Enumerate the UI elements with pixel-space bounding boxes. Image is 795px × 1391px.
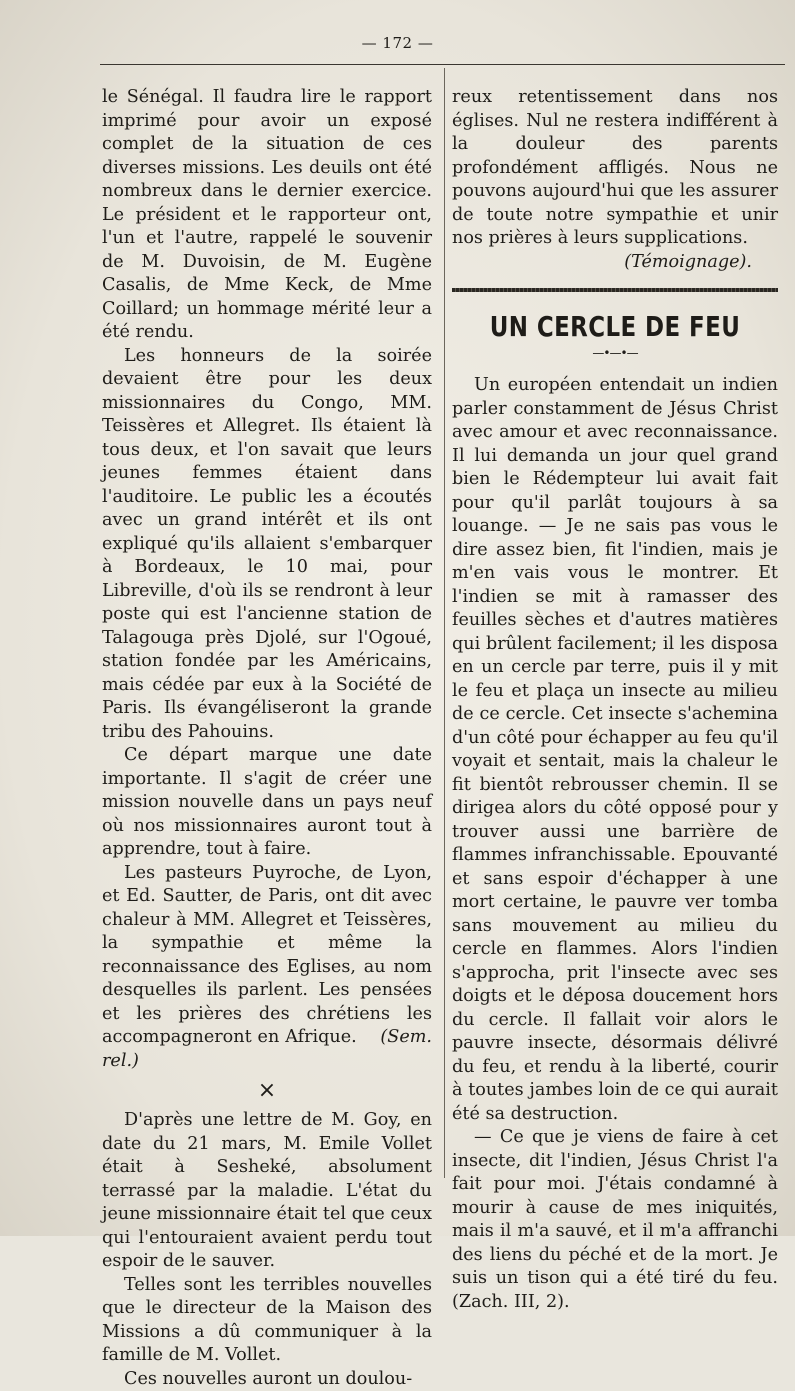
paragraph-news-continued: Ces nouvelles auront un doulou- (102, 1368, 432, 1391)
paragraph-vollet-letter: D'après une lettre de M. Goy, en date du 21 mars, M. Emile Vollet était à Sesheké, absolument terrassé par la maladie. L'état du jeune missionnaire était tel que ceux qui l'entouraient avaient perdu tout espoir de le sauver. (102, 1109, 432, 1274)
source-temoignage: (Témoignage). (452, 251, 778, 275)
paragraph-pastors (102, 862, 432, 1074)
paragraph-congo-missionaries: Les honneurs de la soirée devaient être pour les deux missionnaires du Congo, MM. Teissères et Allegret. Ils étaient là tous deux, et l'on savait que leurs jeunes femmes étaient dans l'auditoire. Le public les a écoutés avec un grand intérêt et ils ont expliqué qu'ils allaient s'embarquer à Bordeaux, le 10 mai, pour Libreville, d'où ils se rendront à leur poste qui est l'ancienne station de Talagouga près Djolé, sur l'Ogoué, station fondée par les Américains, mais cédée par eux à la Société de Paris. Ils évangéliseront la grande tribu des Pahouins. (102, 345, 432, 745)
paragraph-indian-story: Un européen entendait un indien parler constamment de Jésus Christ avec amour et avec reconnaissance. Il lui demanda un jour quel grand bien le Rédempteur lui avait fait pour qu'il parlât toujours à sa louange. — Je ne sais pas vous le dire assez bien, fit l'indien, mais je m'en vais vous le montrer. Et l'indien se mit à ramasser des feuilles sèches et d'autres matières qui brûlent facilement; il les disposa en un cercle par terre, puis il y mit le feu et plaça un insecte au milieu de ce cercle. Cet insecte s'achemina d'un côté pour échapper au feu qu'il voyait et sentait, mais la chaleur le fit bientôt rebrousser chemin. Il se dirigea alors du côté opposé pour y trouver aussi une barrière de flammes infranchissable. Epouvanté et sans espoir d'échapper à une mort certaine, le pauvre ver tomba sans mouvement au milieu du cercle en flammes. Alors l'indien s'approcha, prit l'insecte avec ses doigts et le déposa doucement hors du cercle. Il fallait voir alors le pauvre insecte, désormais délivré du feu, et rendu à la liberté, courir à toutes jambes loin de ce qui aurait été sa destruction. (452, 374, 778, 1126)
paragraph-terrible-news: Telles sont les terribles nouvelles que le directeur de la Maison des Missions a dû communiquer à la famille de M. Vollet. (102, 1274, 432, 1368)
right-column (452, 86, 778, 1314)
headline-ornament: —•—•— (452, 346, 778, 360)
paragraph-departure: Ce départ marque une date importante. Il s'agit de créer une mission nouvelle dans un pays neuf où nos missionnaires auront tout à apprendre, tout à faire. (102, 744, 432, 862)
column-divider (444, 68, 445, 1178)
left-column (102, 86, 432, 1391)
paragraph-senegal: le Sénégal. Il faudra lire le rapport imprimé pour avoir un exposé complet de la situation de ces diverses missions. Les deuils ont été nombreux dans le dernier exercice. Le président et le rapporteur ont, l'un et l'autre, rappelé le souvenir de M. Duvoisin, de M. Eugène Casalis, de Mme Keck, de Mme Coillard; un hommage mérité leur a été rendu. (102, 86, 432, 345)
header-rule (100, 64, 785, 65)
paragraph-indian-moral: — Ce que je viens de faire à cet insecte, dit l'indien, Jésus Christ l'a fait pour moi. J'étais condamné à mourir à cause de mes iniquités, mais il m'a sauvé, et il m'a affranchi des liens du péché et de la mort. Je suis un tison qui a été tiré du feu. (Zach. III, 2). (452, 1126, 778, 1314)
source-sem-rel: (Sem. rel.) (102, 1027, 432, 1071)
paragraph-continuation: reux retentissement dans nos églises. Nul ne restera indifférent à la douleur des parents profondément affligés. Nous ne pouvons aujourd'hui que les assurer de toute notre sympathie et unir nos prières à leurs supplications. (452, 86, 778, 251)
paragraph-pastors-text: Les pasteurs Puyroche, de Lyon, et Ed. Sautter, de Paris, ont dit avec chaleur à MM. Allegret et Teissères, la sympathie et même la reconnaissance des Eglises, au nom desquelles ils parlent. Les pensées et les prières des chrétiens les accompagneront en Afrique. (102, 863, 432, 1048)
article-divider-rule (452, 288, 778, 292)
article-headline: UN CERCLE DE FEU (481, 310, 748, 344)
section-separator: × (102, 1077, 432, 1105)
page-number: — 172 — (0, 34, 795, 52)
